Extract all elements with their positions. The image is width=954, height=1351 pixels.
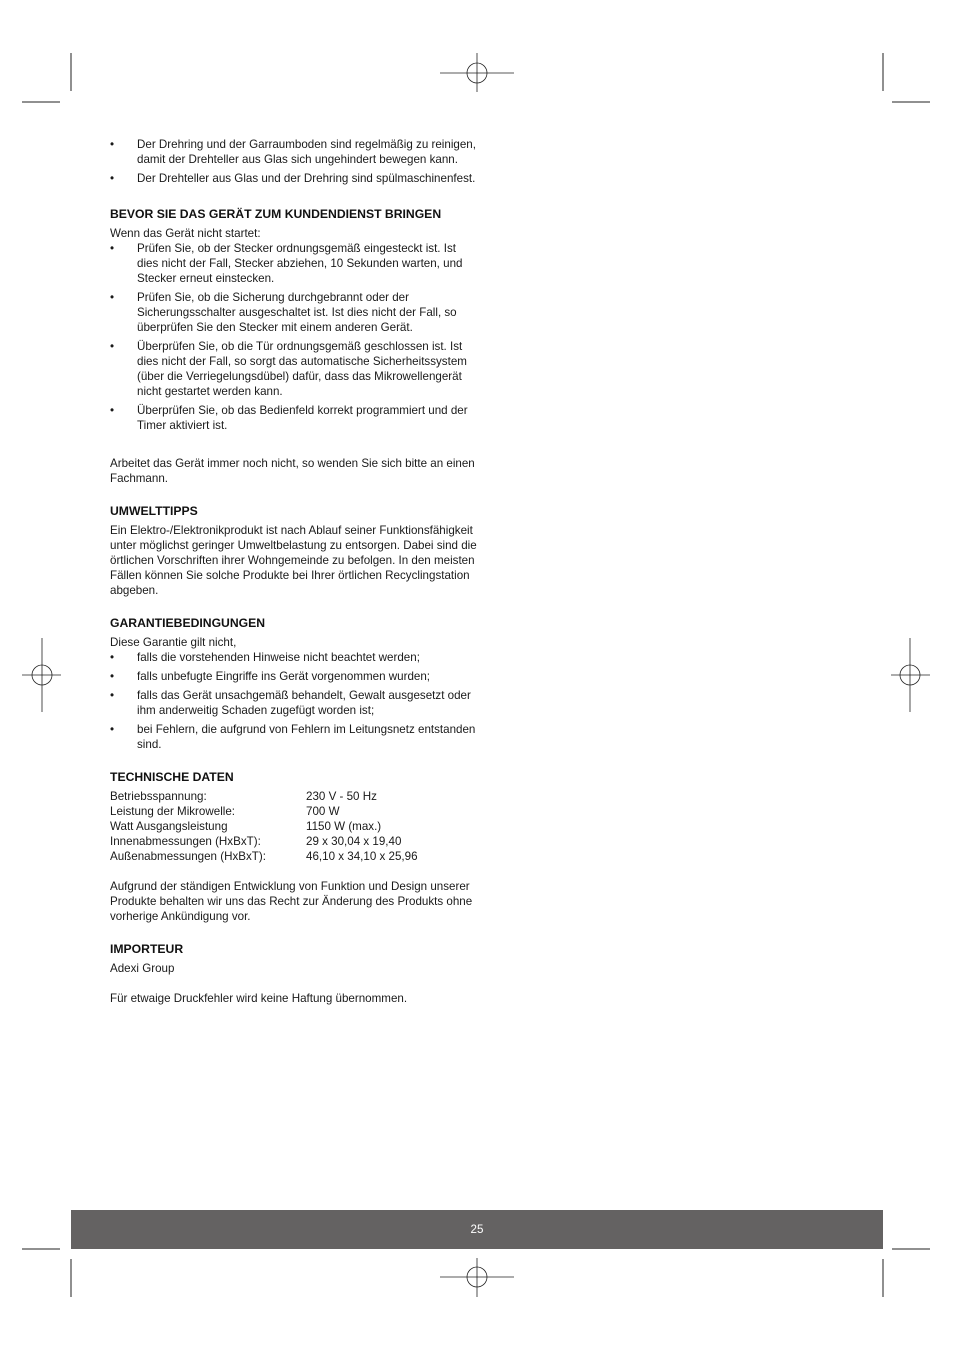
spec-value: 1150 W (max.) <box>306 820 382 833</box>
list-item: • falls das Gerät unsachgemäß behandelt, Gewalt ausgesetzt oder ihm anderweitig Schaden zugefügt worden ist; <box>110 688 480 718</box>
specs-heading: TECHNISCHE DATEN <box>110 770 234 784</box>
spec-value: 700 W <box>306 805 340 818</box>
list-item: • Der Drehring und der Garraumboden sind regelmäßig zu reinigen, damit der Drehteller aus Glas sich ungehindert bewegen kann. <box>110 137 480 167</box>
importer-disclaimer: Für etwaige Druckfehler wird keine Haftung übernommen. <box>110 992 408 1005</box>
importer-heading: IMPORTEUR <box>110 942 184 956</box>
importer-name: Adexi Group <box>110 962 175 975</box>
service-list <box>110 241 480 433</box>
specs-section <box>110 769 480 924</box>
spec-label: Außenabmessungen (HxBxT): <box>110 850 266 863</box>
list-item: • Der Drehteller aus Glas und der Drehring sind spülmaschinenfest. <box>110 171 480 186</box>
importer-section <box>110 941 480 1006</box>
list-item: • Überprüfen Sie, ob die Tür ordnungsgemäß geschlossen ist. Ist dies nicht der Fall, so sorgt das automatische Sicherheitssystem (über die Verriegelungsdübel) dafür, dass das Mikrowellengerät nicht gestartet werden kann. <box>110 339 480 399</box>
service-lead: Wenn das Gerät nicht startet: <box>110 227 261 240</box>
warranty-lead: Diese Garantie gilt nicht, <box>110 636 237 649</box>
specs-table <box>110 789 480 864</box>
spec-value: 46,10 x 34,10 x 25,96 <box>306 850 418 863</box>
list-item: • bei Fehlern, die aufgrund von Fehlern im Leitungsnetz entstanden sind. <box>110 722 480 752</box>
environment-heading: UMWELTTIPPS <box>110 504 198 518</box>
environment-section <box>110 503 480 598</box>
list-item: • falls die vorstehenden Hinweise nicht beachtet werden; <box>110 650 480 665</box>
warranty-section <box>110 615 480 752</box>
service-closing: Arbeitet das Gerät immer noch nicht, so wenden Sie sich bitte an einen Fachmann. <box>110 457 475 485</box>
service-heading: BEVOR SIE DAS GERÄT ZUM KUNDENDIENST BRINGEN <box>110 207 442 221</box>
list-item: • Prüfen Sie, ob der Stecker ordnungsgemäß eingesteckt ist. Ist dies nicht der Fall, Stecker abziehen, 10 Sekunden warten, und Stecker erneut einstecken. <box>110 241 480 286</box>
footer-bar <box>71 1210 883 1249</box>
specs-note: Aufgrund der ständigen Entwicklung von Funktion und Design unserer Produkte behalten wir uns das Recht zur Änderung des Produkts ohne vorherige Ankündigung vor. <box>110 880 473 923</box>
warranty-heading: GARANTIEBEDINGUNGEN <box>110 616 266 630</box>
spec-label: Leistung der Mikrowelle: <box>110 805 236 818</box>
spec-value: 29 x 30,04 x 19,40 <box>306 835 402 848</box>
list-item: • Prüfen Sie, ob die Sicherung durchgebrannt oder der Sicherungsschalter ausgeschaltet ist. Ist dies nicht der Fall, so überprüfen Sie den Stecker mit einem anderen Gerät. <box>110 290 480 335</box>
spec-label: Innenabmessungen (HxBxT): <box>110 835 261 848</box>
service-section <box>110 206 480 486</box>
spec-label: Watt Ausgangsleistung <box>110 820 228 833</box>
intro-list <box>110 137 480 186</box>
list-item: • falls unbefugte Eingriffe ins Gerät vorgenommen wurden; <box>110 669 480 684</box>
page-number: 25 <box>470 1223 484 1236</box>
spec-value: 230 V - 50 Hz <box>306 790 377 803</box>
spec-label: Betriebsspannung: <box>110 790 207 803</box>
environment-text: Ein Elektro-/Elektronikprodukt ist nach Ablauf seiner Funktionsfähigkeit unter möglichst geringer Umweltbelastung zu entsorgen. Dabei sind die örtlichen Vorschriften ihrer Wohngemeinde zu befolgen. In den meisten Fällen können Sie solche Produkte bei Ihrer örtlichen Recyclingstation abgeben. <box>110 524 477 597</box>
page-content <box>110 137 480 1006</box>
list-item: • Überprüfen Sie, ob das Bedienfeld korrekt programmiert und der Timer aktiviert ist. <box>110 403 480 433</box>
warranty-list <box>110 650 480 752</box>
